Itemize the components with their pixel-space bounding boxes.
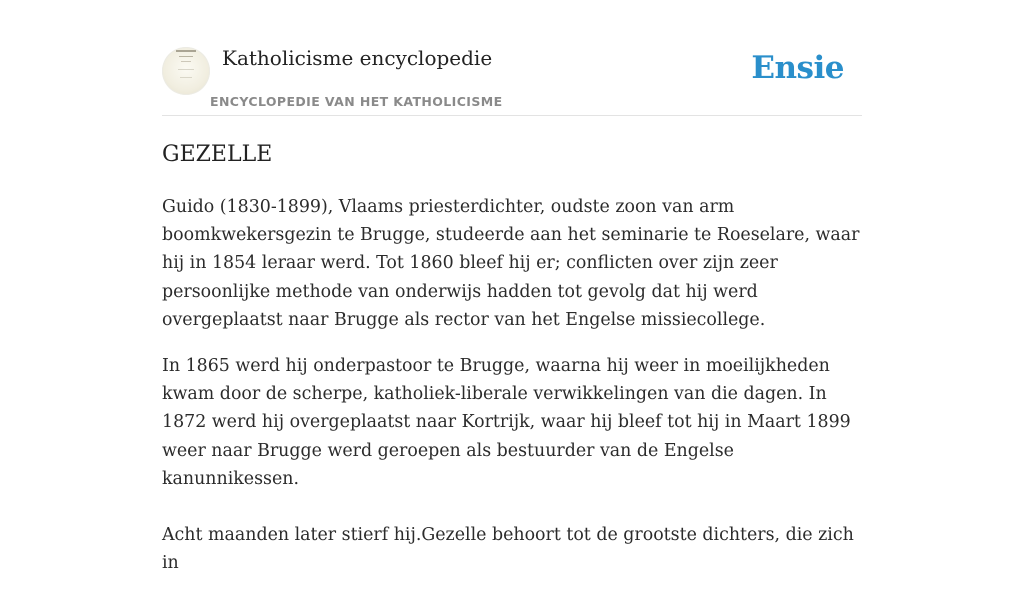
content-container	[162, 0, 862, 574]
article-paragraph-1: Guido (1830-1899), Vlaams priesterdichter, oudste zoon van arm boomkwekersgezin te Brugge, studeerde aan het seminarie te Roeselare, waar hij in 1854 leraar werd. Tot 1860 bleef hij er; conflicten over zijn zeer persoonlijke methode van onderwijs hadden tot gevolg dat hij werd overgeplaatst naar Brugge als rector van het Engelse missiecollege.	[162, 197, 860, 330]
article-paragraph-2: In 1865 werd hij onderpastoor te Brugge, waarna hij weer in moeilijkheden kwam door de scherpe, katholiek-liberale verwikkelingen van die dagen. In 1872 werd hij overgeplaatst naar Kortrijk, waar hij bleef tot hij in Maart 1899 weer naar Brugge werd geroepen als bestuurder van de Engelse kanunnikessen.	[162, 356, 851, 489]
site-subtitle: ENCYCLOPEDIE VAN HET KATHOLICISME	[210, 94, 503, 109]
article-title: GEZELLE	[162, 142, 273, 167]
site-header	[162, 0, 862, 116]
ensie-logo-link[interactable]: Ensie	[751, 50, 844, 86]
book-cover-icon[interactable]	[162, 47, 210, 95]
article-body	[162, 193, 862, 595]
article-paragraph-3: Acht maanden later stierf hij.Gezelle behoort tot de grootste dichters, die zich in	[162, 525, 854, 574]
site-title[interactable]: Katholicisme encyclopedie	[222, 46, 493, 70]
